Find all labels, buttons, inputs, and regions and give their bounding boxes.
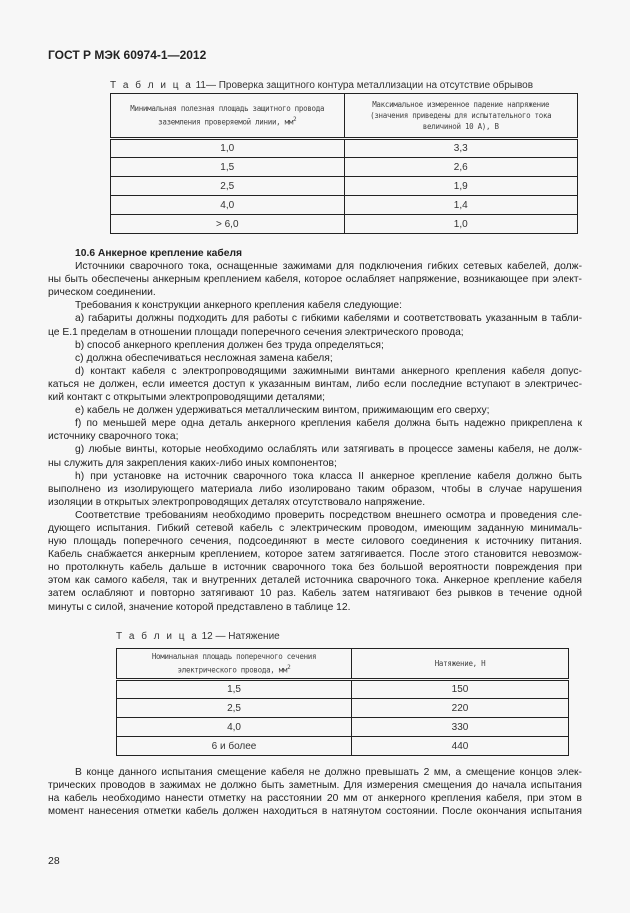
paragraph: [48, 339, 582, 352]
page-number: 28: [48, 855, 60, 867]
text-line: затем ослабляют и повторно затягивают 10 раз. Кабель затем натягивают без рывков в течение одной: [48, 588, 582, 600]
table-row: [111, 196, 578, 215]
table-cell: 2,5: [117, 699, 352, 718]
table-12-caption: [116, 631, 280, 642]
table-cell: 6 и более: [117, 737, 352, 756]
paragraph: [48, 312, 582, 338]
table-cell: 1,4: [344, 196, 578, 215]
text-line: выполнено из изолирующего материала либо изолировано таким образом, чтобы в случае нарушения: [48, 483, 582, 495]
table-11-col2-header: Максимальное измеренное падение напряжение (значения приведены для испытательного тока величиной 10 А), В: [344, 94, 578, 139]
paragraph: [48, 352, 582, 365]
table-row: [117, 699, 569, 718]
text-line: ную площадь поперечного сечения, подсоединяют в месте силового соединения к источнику питания.: [48, 536, 582, 548]
paragraph: [48, 509, 582, 614]
table-cell: 220: [352, 699, 569, 718]
text-line: кий контакт с открытыми электропроводящими деталями;: [48, 392, 326, 404]
table-11-caption: [110, 80, 533, 91]
table-cell: > 6,0: [111, 215, 345, 234]
table-row: [111, 215, 578, 234]
document-header: ГОСТ Р МЭК 60974-1—2012: [48, 48, 207, 62]
text-line: Требования к конструкции анкерного крепления кабеля следующие:: [75, 300, 402, 312]
text-line: на кабель необходимо нанести отметку на расстоянии 20 мм от анкерного крепления кабеля, при этом в: [48, 793, 582, 805]
text-line: этом как самого кабеля, так и внутренних деталей источника сварочного тока. Анкерное крепление кабеля: [48, 575, 582, 587]
table-cell: 330: [352, 718, 569, 737]
text-line: но протолкнуть кабель дальше в источник сварочного тока без большой вероятности повреждения при: [48, 562, 582, 574]
table-11-col1-header: Минимальная полезная площадь защитного провода заземления проверяемой линии, $мм^2$: [111, 94, 345, 139]
text-line: каться не должен, если имеется доступ к указанным винтам, либо если последние вступают в электричес-: [48, 378, 582, 390]
table-cell: 150: [352, 680, 569, 699]
text-line: h) при установке на источник сварочного тока класса II анкерное крепление кабеля должно быть: [75, 470, 582, 482]
caption-text: 11— Проверка защитного контура металлизации на отсутствие обрывов: [195, 80, 534, 91]
final-paragraph: [48, 766, 582, 818]
table-cell: 4,0: [111, 196, 345, 215]
text-line: Источники сварочного тока, оснащенные зажимами для подключения гибких сетевых кабелей, долж-: [75, 261, 582, 273]
table-cell: 1,5: [117, 680, 352, 699]
paragraph: [48, 299, 582, 312]
section-heading: 10.6 Анкерное крепление кабеля: [75, 248, 242, 259]
text-line: g) любые винты, которые необходимо ослаблять или затягивать в процессе замены кабеля, не долж-: [75, 444, 582, 456]
text-line: b) способ анкерного крепления должен без труда определяться;: [75, 339, 384, 351]
text-line: минуты с силой, значение которой представлено в таблице 12.: [48, 601, 351, 613]
table-row: [117, 680, 569, 699]
text-line: дующего испытания. Гибкий сетевой кабель с электрическим проводом, имеющим заданную минималь-: [48, 522, 582, 534]
paragraph: [48, 443, 582, 469]
paragraph: [48, 260, 582, 299]
table-row: [111, 177, 578, 196]
text-line: ны служить для закрепления каких-либо иных компонентов;: [48, 457, 337, 469]
text-line: момент нанесения отметки кабель должен находиться в натянутом состоянии. После окончания испытания: [48, 806, 582, 818]
table-11: [110, 93, 578, 234]
table-cell: 3,3: [344, 139, 578, 158]
text-line: f) по меньшей мере одна деталь анкерного крепления кабеля должна быть надежно прикреплена к: [75, 418, 582, 430]
section-10-6: [48, 247, 582, 614]
text-line: ны быть обеспечены анкерным креплением кабеля, которое ослабляет напряжение, возникающее при элект-: [48, 274, 582, 286]
table-cell: 440: [352, 737, 569, 756]
table-cell: 1,0: [111, 139, 345, 158]
caption-prefix: Т а б л и ц а: [116, 631, 199, 642]
text-line: Кабель снабжается анкерным креплением, которое затем затягивается. После этого становится невозмож-: [48, 549, 582, 561]
caption-text: 12 — Натяжение: [201, 631, 280, 642]
paragraph: [48, 470, 582, 509]
table-row: [117, 737, 569, 756]
table-cell: 4,0: [117, 718, 352, 737]
text-line: В конце данного испытания смещение кабеля не должно превышать 2 мм, а смещение концов элек-: [75, 767, 582, 778]
table-row: [111, 139, 578, 158]
table-cell: 1,9: [344, 177, 578, 196]
table-cell: 1,5: [111, 158, 345, 177]
table-cell: 2,5: [111, 177, 345, 196]
paragraph: [48, 404, 582, 417]
text-line: трических проводов в зажимах не должно быть заметным. Для измерения смещения до начала испытания: [48, 780, 582, 792]
text-line: d) контакт кабеля с электропроводящими зажимными винтами анкерного крепления кабеля допус-: [75, 365, 582, 377]
text-line: е) кабель не должен удерживаться металлическим винтом, прижимающим его сверху;: [75, 405, 490, 417]
table-row: [111, 158, 578, 177]
text-line: источнику сварочного тока;: [48, 431, 179, 443]
table-12: [116, 648, 569, 756]
paragraph: [48, 365, 582, 404]
text-line: c) должна обеспечиваться несложная замена кабеля;: [75, 352, 333, 364]
table-cell: 2,6: [344, 158, 578, 177]
table-cell: 1,0: [344, 215, 578, 234]
paragraph: [48, 417, 582, 443]
caption-prefix: Т а б л и ц а: [110, 80, 193, 91]
text-line: це Е.1 пределам в отношении площади поперечного сечения электрического провода;: [48, 326, 464, 338]
table-12-col2-header: Натяжение, Н: [352, 649, 569, 680]
text-line: Соответствие требованиям необходимо проверить посредством внешнего осмотра и проведения сле-: [75, 509, 582, 521]
text-line: рическом соединении.: [48, 287, 156, 299]
table-12-col1-header: Номинальная площадь поперечного сечения электрического провода, $мм^2$: [117, 649, 352, 680]
text-line: изоляции в открытых электропроводящих деталях отсутствовало напряжение.: [48, 496, 426, 508]
text-line: а) габариты должны подходить для работы с гибкими кабелями и соответствовать указанным в табли-: [75, 313, 582, 325]
table-row: [117, 718, 569, 737]
